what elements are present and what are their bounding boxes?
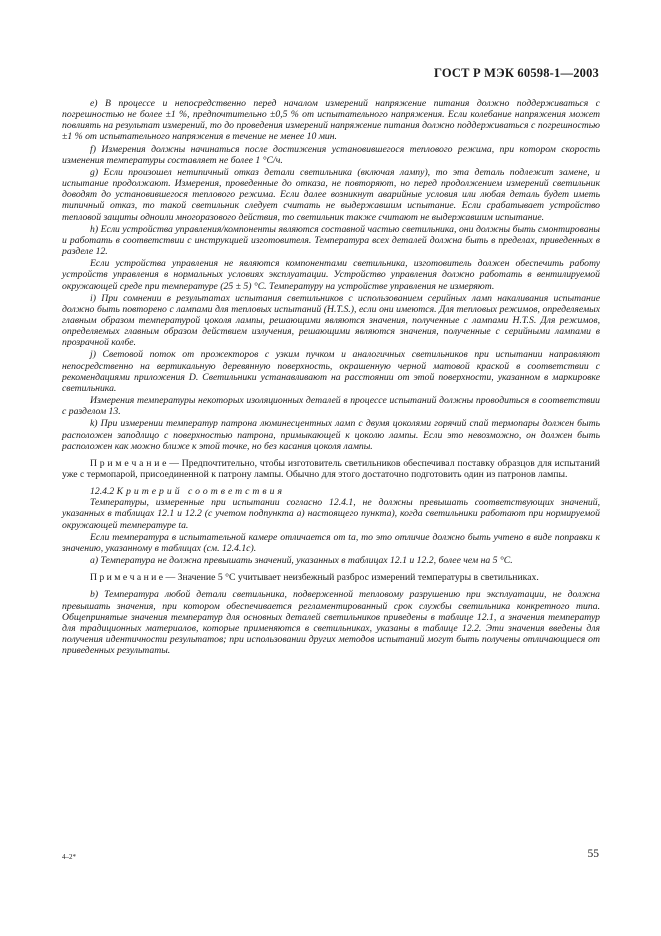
section-title: Критерий соответствия bbox=[116, 486, 285, 498]
footer-sheet-mark: 4–2* bbox=[62, 853, 76, 861]
section-heading bbox=[62, 486, 600, 497]
note-label: П р и м е ч а н и е bbox=[90, 572, 164, 584]
note-thermocouple bbox=[62, 458, 600, 480]
paragraph-i: i) При сомнении в результатах испытания светильников с использованием серийных ламп накаливания испытание должно быть повторено с лампами для тепловых испытаний (H.T.S.), если они имеются. Для тепловых режимов, определяемых главным образом температурой цоколя лампы, решающими являются значения, полученные с лампами H.T.S. Для режимов, определяемых главным образом действием излучения, решающими являются значения, полученные с серийными лампами в прозрачной колбе. bbox=[62, 292, 600, 349]
criteria-b: b) Температура любой детали светильника, подверженной тепловому разрушению при эксплуатации, не должна превышать значения, при котором обеспечивается регламентированный срок службы светильника конкретного типа. Общепринятые значения температур для основных деталей светильников приведены в таблице 12.1, а значения температур для традиционных материалов, которые применяются в светильниках, указаны в таблице 12.2. Эти значения введены для получения идентичности результатов; при использовании других методов испытаний могут быть получены отличающиеся от приведенных результаты. bbox=[62, 589, 600, 657]
page-number: 55 bbox=[587, 848, 599, 860]
paragraph-g: g) Если произошел нетипичный отказ детали светильника (включая лампу), то эта деталь подлежит замене, и испытание продолжают. Измерения, проведенные до отказа, не повторяют, но перед продолжением измерений светильник доводят до установившегося теплового режима. Если далее возникнут аварийные условия или любая деталь будет иметь типичный отказ, то такой светильник следует считать не выдержавшим испытание. Если срабатывает устройство тепловой защиты одноили многоразового действия, то светильник также считают не выдержавшим испытание. bbox=[62, 166, 600, 223]
criteria-a: a) Температура не должна превышать значений, указанных в таблицах 12.1 и 12.2, более чем на 5 °С. bbox=[90, 555, 513, 567]
paragraph-control-gear: Если устройства управления не являются компонентами светильника, изготовитель должен обеспечить работу устройств управления в нормальных условиях эксплуатации. Устройство управления должно работать в вентилируемой окружающей среде при температуре (25 ± 5) °С. Температуру на устройстве управления не измеряют. bbox=[62, 258, 600, 292]
note-tolerance bbox=[62, 572, 600, 583]
criteria-temperatures: Температуры, измеренные при испытании согласно 12.4.1, не должны превышать соответствующих значений, указанных в таблицах 12.1 и 12.2 (с учетом подпункта а) настоящего пункта), когда светильники работают при нормируемой окружающей температуре ta. bbox=[62, 497, 600, 531]
criteria-chamber: Если температура в испытательной камере отличается от ta, то это отличие должно быть учтено в виде поправки к значению, указанному в таблицах (см. 12.4.1c). bbox=[62, 531, 600, 554]
document-code: ГОСТ Р МЭК 60598-1—2003 bbox=[434, 66, 599, 80]
note-text: — Значение 5 °С учитывает неизбежный разброс измерений температуры в светильниках. bbox=[163, 572, 539, 584]
document-body bbox=[62, 98, 600, 656]
section-number: 12.4.2 bbox=[90, 486, 115, 498]
paragraph-insulation: Измерения температуры некоторых изоляционных деталей в процессе испытаний должны проводиться в соответствии с разделом 13. bbox=[62, 395, 600, 418]
paragraph-h: h) Если устройства управления/компоненты являются составной частью светильника, они должны быть смонтированы и работать в соответствии с инструкцией изготовителя. Температура всех деталей должна быть в пределах, приведенных в разделе 12. bbox=[62, 223, 600, 258]
note-label: П р и м е ч а н и е bbox=[90, 457, 167, 469]
paragraph-e: e) В процессе и непосредственно перед началом измерений напряжение питания должно поддерживаться с погрешностью не более ±1 %, предпочтительно ±0,5 % от испытательного напряжения. Если колебание напряжения может повлиять на результат измерений, то до проведения измерений напряжение питания должно поддерживаться с погрешностью ±1 % от испытательного напряжения в течение не менее 10 мин. bbox=[62, 98, 600, 143]
paragraph-j: j) Световой поток от прожекторов с узким пучком и аналогичных светильников при испытании направляют непосредственно на вертикальную деревянную поверхность, окрашенную черной матовой краской в соответствии с рекомендациями приложения D. Светильники устанавливают на расстоянии от этой поверхности, указанном в маркировке светильника. bbox=[62, 349, 600, 394]
paragraph-k: k) При измерении температур патрона люминесцентных ламп с двумя цоколями горячий спай термопары должен быть расположен заподлицо с поверхностью патрона, примыкающей к цоколю лампы. Если это невозможно, он должен быть расположен как можно ближе к этой точке, но без касания цоколя лампы. bbox=[62, 418, 600, 452]
note-text: — Предпочтительно, чтобы изготовитель светильников обеспечивал поставку образцов для испытаний уже с термопарой, присоединенной к патрону лампы. Обычно для этого достаточно подготовить один из патронов лампы. bbox=[62, 457, 600, 480]
paragraph-f: f) Измерения должны начинаться после достижения установившегося теплового режима, при котором скорость изменения температуры составляет не более 1 °С/ч. bbox=[62, 143, 600, 166]
